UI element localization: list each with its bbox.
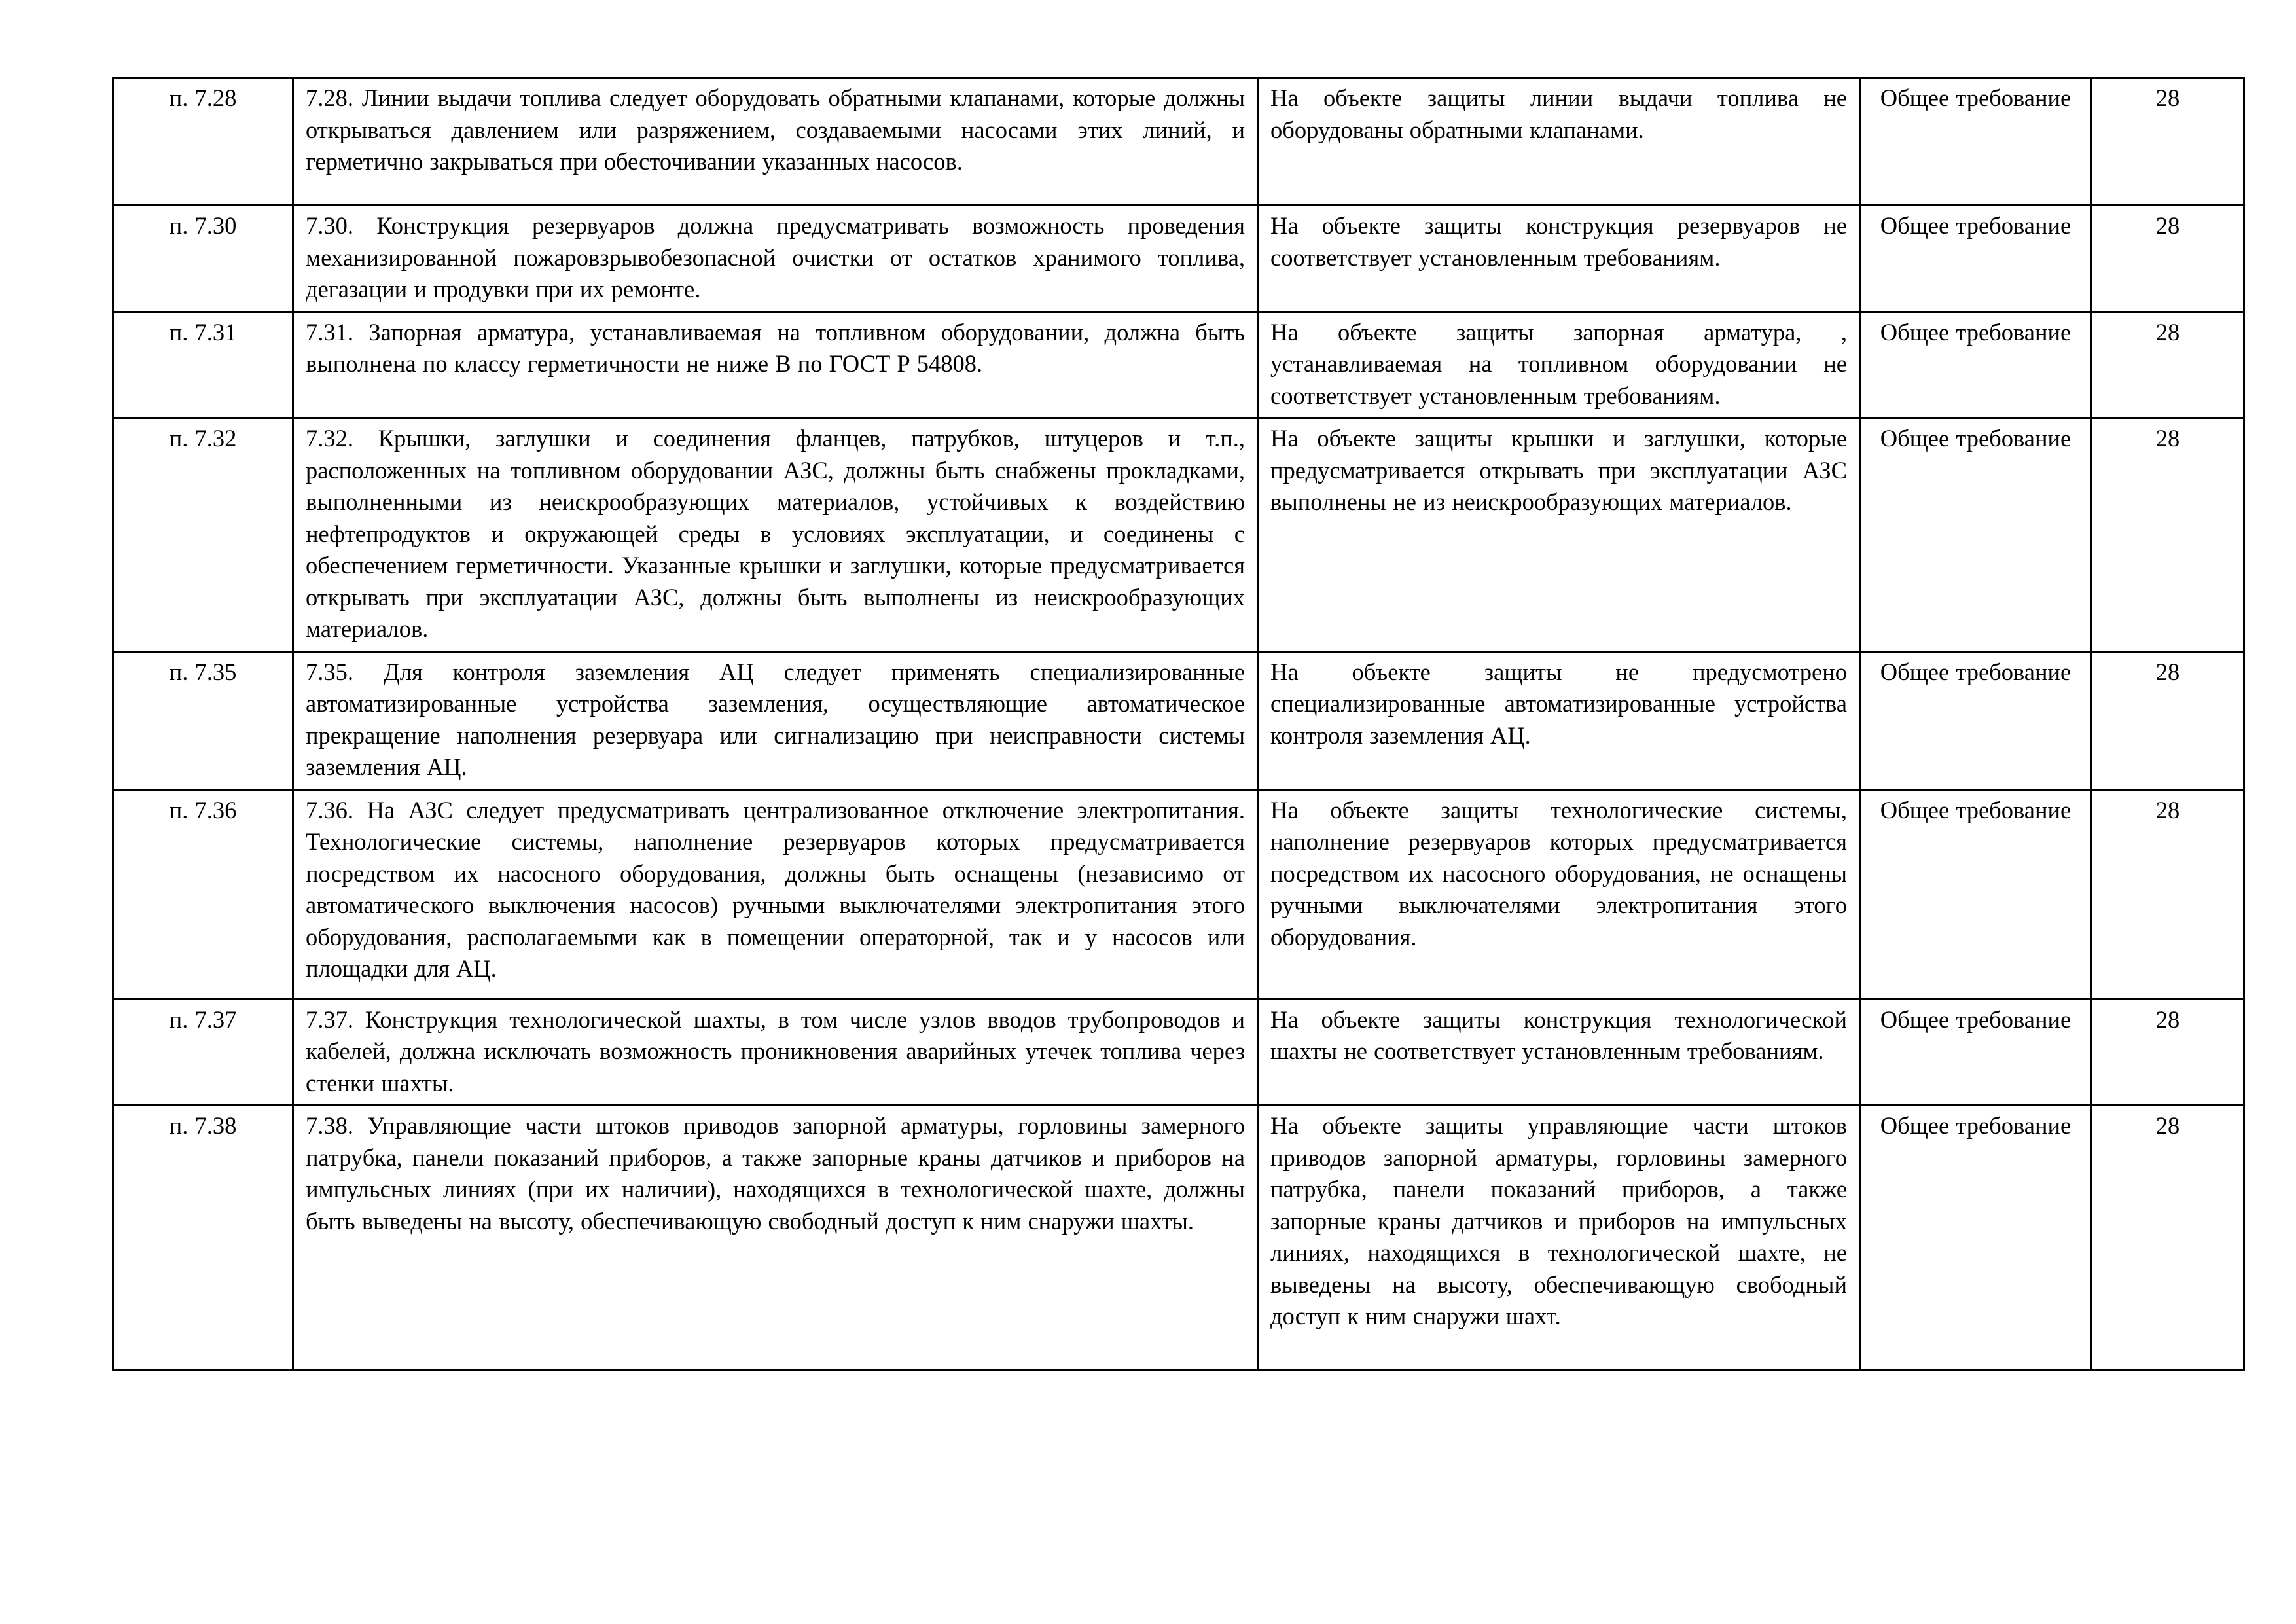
requirement-text: 7.36. На АЗС следует предусматривать централизованное отключение электропитания. Технологические системы, наполнение резервуаров которых предусматривается посредством их насосного оборудования, должны быть оснащены (независимо от автоматического выключения насосов) ручными выключателями электропитания этого оборудования, располагаемыми как в помещении операторной, так и у насосов или площадки для АЦ. (293, 789, 1258, 999)
clause-ref: п. 7.37 (113, 999, 293, 1106)
requirement-text: 7.37. Конструкция технологической шахты, в том числе узлов вводов трубопроводов и кабелей, должна исключать возможность проникновения аварийных утечек топлива через стенки шахты. (293, 999, 1258, 1106)
violations-table (112, 77, 2245, 1371)
clause-ref: п. 7.28 (113, 78, 293, 206)
article-number: 28 (2092, 651, 2244, 789)
violation-description: На объекте защиты запорная арматура, , устанавливаемая на топливном оборудовании не соответствует установленным требованиям. (1258, 312, 1860, 418)
requirement-text: 7.32. Крышки, заглушки и соединения фланцев, патрубков, штуцеров и т.п., расположенных на топливном оборудовании АЗС, должны быть снабжены прокладками, выполненными из неискрообразующих материалов, устойчивых к воздействию нефтепродуктов и окружающей среды в условиях эксплуатации, и соединены с обеспечением герметичности. Указанные крышки и заглушки, которые предусматривается открывать при эксплуатации АЗС, должны быть выполнены из неискрообразующих материалов. (293, 418, 1258, 652)
article-number: 28 (2092, 999, 2244, 1106)
table-row (113, 418, 2244, 652)
table-row (113, 78, 2244, 206)
requirement-type: Общее требование (1860, 999, 2092, 1106)
clause-ref: п. 7.30 (113, 206, 293, 312)
clause-ref: п. 7.36 (113, 789, 293, 999)
table-row (113, 1106, 2244, 1371)
requirement-type: Общее требование (1860, 312, 2092, 418)
requirement-type: Общее требование (1860, 78, 2092, 206)
requirement-text: 7.38. Управляющие части штоков приводов запорной арматуры, горловины замерного патрубка, панели показаний приборов, а также запорные краны датчиков и приборов на импульсных линиях (при их наличии), находящихся в технологической шахте, должны быть выведены на высоту, обеспечивающую свободный доступ к ним снаружи шахты. (293, 1106, 1258, 1371)
table-row (113, 651, 2244, 789)
table-row (113, 789, 2244, 999)
requirement-type: Общее требование (1860, 418, 2092, 652)
table-row (113, 999, 2244, 1106)
violation-description: На объекте защиты технологические системы, наполнение резервуаров которых предусматривается посредством их насосного оборудования, не оснащены ручными выключателями электропитания этого оборудования. (1258, 789, 1860, 999)
article-number: 28 (2092, 789, 2244, 999)
requirement-type: Общее требование (1860, 1106, 2092, 1371)
requirement-text: 7.31. Запорная арматура, устанавливаемая на топливном оборудовании, должна быть выполнена по классу герметичности не ниже В по ГОСТ Р 54808. (293, 312, 1258, 418)
requirement-type: Общее требование (1860, 651, 2092, 789)
violation-description: На объекте защиты не предусмотрено специализированные автоматизированные устройства контроля заземления АЦ. (1258, 651, 1860, 789)
table-row (113, 206, 2244, 312)
table-row (113, 312, 2244, 418)
article-number: 28 (2092, 312, 2244, 418)
violation-description: На объекте защиты крышки и заглушки, которые предусматривается открывать при эксплуатации АЗС выполнены не из неискрообразующих материалов. (1258, 418, 1860, 652)
requirement-type: Общее требование (1860, 789, 2092, 999)
requirement-type: Общее требование (1860, 206, 2092, 312)
clause-ref: п. 7.38 (113, 1106, 293, 1371)
article-number: 28 (2092, 418, 2244, 652)
violation-description: На объекте защиты линии выдачи топлива не оборудованы обратными клапанами. (1258, 78, 1860, 206)
violation-description: На объекте защиты конструкция технологической шахты не соответствует установленным требованиям. (1258, 999, 1860, 1106)
clause-ref: п. 7.32 (113, 418, 293, 652)
violation-description: На объекте защиты конструкция резервуаров не соответствует установленным требованиям. (1258, 206, 1860, 312)
requirement-text: 7.35. Для контроля заземления АЦ следует применять специализированные автоматизированные устройства заземления, осуществляющие автоматическое прекращение наполнения резервуара или сигнализацию при неисправности системы заземления АЦ. (293, 651, 1258, 789)
clause-ref: п. 7.35 (113, 651, 293, 789)
requirement-text: 7.28. Линии выдачи топлива следует оборудовать обратными клапанами, которые должны открываться давлением или разряжением, создаваемыми насосами этих линий, и герметично закрываться при обесточивании указанных насосов. (293, 78, 1258, 206)
article-number: 28 (2092, 78, 2244, 206)
article-number: 28 (2092, 206, 2244, 312)
article-number: 28 (2092, 1106, 2244, 1371)
violation-description: На объекте защиты управляющие части штоков приводов запорной арматуры, горловины замерного патрубка, панели показаний приборов, а также запорные краны датчиков и приборов на импульсных линиях, находящихся в технологической шахте, не выведены на высоту, обеспечивающую свободный доступ к ним снаружи шахт. (1258, 1106, 1860, 1371)
clause-ref: п. 7.31 (113, 312, 293, 418)
requirement-text: 7.30. Конструкция резервуаров должна предусматривать возможность проведения механизированной пожаровзрывобезопасной очистки от остатков хранимого топлива, дегазации и продувки при их ремонте. (293, 206, 1258, 312)
